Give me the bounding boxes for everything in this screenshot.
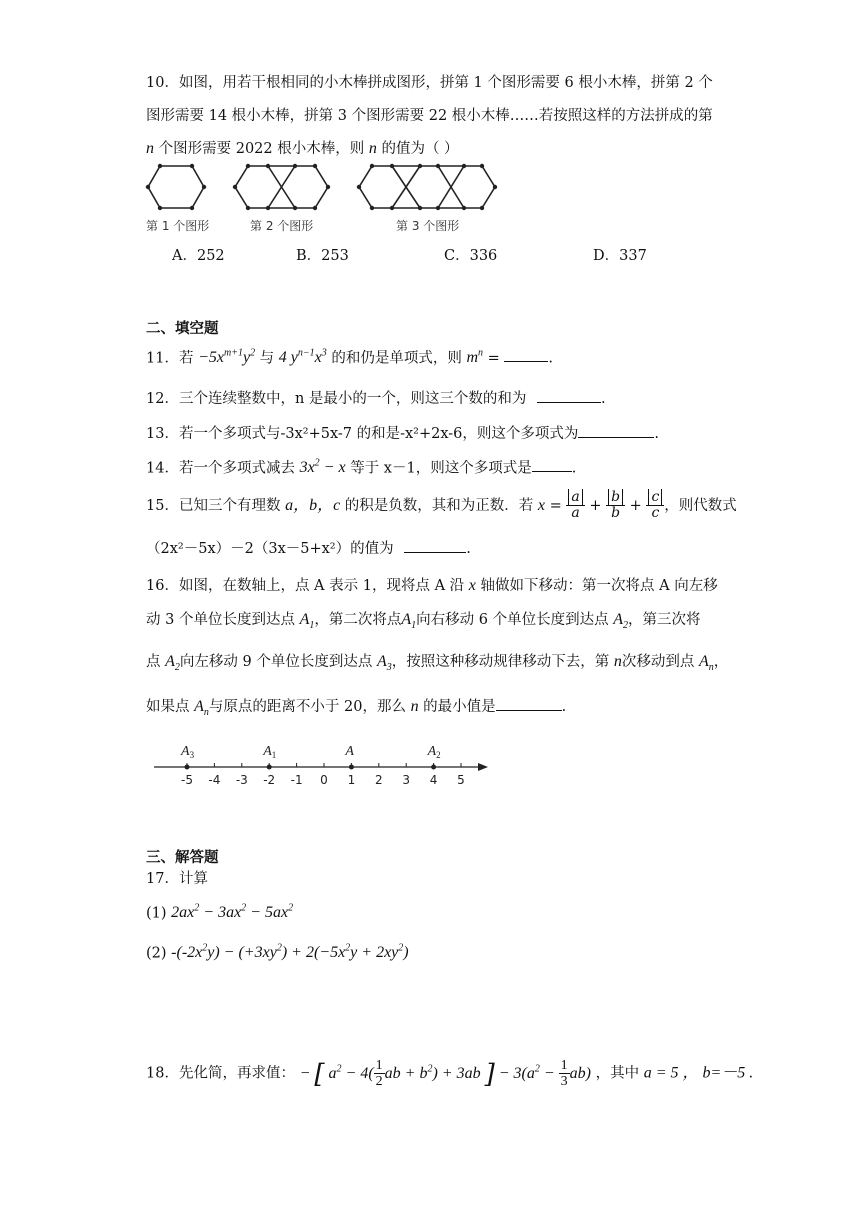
q18: 18．先化简，再求值： − [ $a^2 - 4$( $\frac{1}{2}$ ab + $b^2) + 3ab$ ] − $3(a^2$ − $\frac{1}{3}$ ab) ，其中 a = 5 ， b=－5 . [146, 1058, 754, 1090]
q16-line1: 16．如图，在数轴上，点 A 表示 1，现将点 A 沿 x 轴做如下移动：第一次将点 A 向左移 [146, 577, 718, 594]
q17-part2: (2) $-(-2x^2y) - (+3xy^2) + 2(-5x^2y + 2xy^2)$ [146, 943, 409, 962]
q10-figures [140, 160, 510, 240]
q16-number-line [150, 735, 495, 795]
point-A1 [267, 765, 272, 770]
tick-label-3: 3 [402, 773, 411, 787]
q14: 14．若一个多项式减去 $3x^2 - x$ 等于 x－1，则这个多项式是 . [146, 458, 577, 477]
section-solve-title: 三、解答题 [146, 849, 219, 866]
tick-label--3: -3 [235, 773, 248, 787]
q10-line3: n 个图形需要 2022 根小木棒，则 n 的值为（ ） [146, 140, 459, 157]
tick-label--2: -2 [263, 773, 276, 787]
q10-line1: 10．如图，用若干根相同的小木棒拼成图形，拼第 1 个图形需要 6 根小木棒，拼第 2 个 [146, 75, 713, 91]
option-d[interactable]: D．337 [593, 248, 647, 264]
tick-label--4: -4 [208, 773, 221, 787]
tick-label--5: -5 [181, 773, 193, 787]
point-A2 [431, 765, 436, 770]
section-fill-blank-title: 二、填空题 [146, 320, 219, 337]
tick-label-1: 1 [347, 773, 356, 787]
option-c[interactable]: C．336 [444, 248, 498, 264]
var-n: n [146, 140, 154, 157]
tick-label-2: 2 [374, 773, 383, 787]
point-A3 [185, 765, 190, 770]
figure-2 [235, 166, 328, 208]
q16-line2: 动 3 个单位长度到达点 $A_1$，第二次将点$A_1$向右移动 6 个单位长度到达点 $A_2$，第三次将 [146, 611, 701, 632]
q16-line4: 如果点 $A_n$与原点的距离不小于 20，那么 n 的最小值是 . [146, 698, 567, 719]
q14-answer-blank[interactable] [532, 459, 572, 472]
point-A [349, 765, 354, 770]
tick-label--1: -1 [290, 773, 303, 787]
q17-title: 17．计算 [146, 871, 208, 887]
point-label-A2: $A_2$ [427, 744, 441, 760]
point-label-A: A [345, 744, 354, 759]
q11-answer-blank[interactable] [504, 349, 548, 362]
fig-label-2: 第 2 个图形 [250, 219, 314, 233]
q13: 13．若一个多项式与-3x²+5x-7 的和是-x²+2x-6，则这个多项式为 . [146, 426, 660, 442]
point-label-A1: $A_1$ [263, 744, 277, 760]
q15-answer-blank[interactable] [404, 540, 466, 553]
q12: 12．三个连续整数中，n 是最小的一个，则这三个数的和为 . [146, 391, 606, 407]
tick-label-4: 4 [429, 773, 438, 787]
tick-label-0: 0 [320, 773, 328, 787]
q11: 11．若 $-5x^{m+1}y^2$ 与 4 $y^{n-1}x^3$ 的和仍是单项式，则 $m^n$ = . [146, 348, 554, 367]
figure-1 [148, 166, 204, 208]
q12-answer-blank[interactable] [537, 390, 601, 403]
point-label-A3: $A_3$ [181, 744, 195, 760]
q15-line2: （2x²－5x）－2（3x－5+x²）的值为 . [146, 541, 471, 557]
q15-line1: 15．已知三个有理数 a，b，c 的积是负数，其和为正数．若 x = $\frac{a}{a}$ + $\frac{b}{b}$ + $\frac{c}{c}$ ，则代数式 [146, 489, 737, 522]
q16-line3: 点 $A_2$向左移动 9 个单位长度到达点 $A_3$，按照这种移动规律移动下去，第 n次移动到点 $A_n$， [146, 653, 729, 674]
q13-answer-blank[interactable] [578, 425, 654, 438]
figure-3 [359, 166, 495, 208]
q10-line2: 图形需要 14 根小木棒，拼第 3 个图形需要 22 根小木棒……若按照这样的方法拼成的第 [146, 108, 713, 124]
option-b[interactable]: B．253 [296, 248, 349, 264]
fig-label-3: 第 3 个图形 [396, 219, 460, 233]
tick-label-5: 5 [457, 773, 465, 787]
q16-answer-blank[interactable] [496, 698, 562, 711]
option-a[interactable]: A．252 [172, 248, 225, 264]
q17-part1: (1) $2ax^2 - 3ax^2 - 5ax^2$ [146, 903, 294, 922]
fig-label-1: 第 1 个图形 [146, 219, 210, 233]
